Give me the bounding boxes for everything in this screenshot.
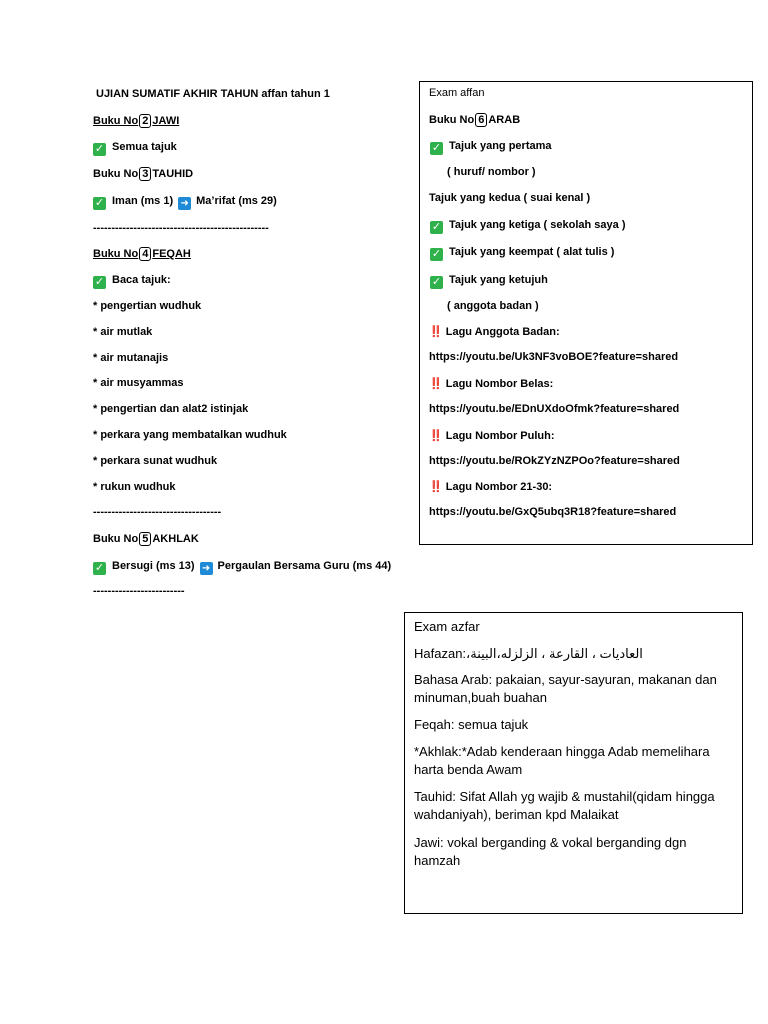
topic-4: ✓ Tajuk yang keempat ( alat tulis )	[431, 246, 615, 260]
book-arab-heading: Buku No 6 ARAB	[429, 114, 521, 126]
check-icon: ✓	[94, 143, 105, 155]
topic-3: ✓ Tajuk yang ketiga ( sekolah saya )	[431, 219, 626, 233]
arrow-right-icon: ➜	[200, 562, 213, 575]
list-item: * air mutanajis	[93, 352, 169, 364]
topic-1: ✓ Tajuk yang pertama	[431, 140, 552, 154]
song-link[interactable]: https://youtu.be/EDnUXdoOfmk?feature=shared	[429, 403, 680, 415]
exam-azfar-header: Exam azfar	[414, 619, 480, 634]
book-number-badge: 5	[139, 532, 151, 546]
book-number-badge: 3	[139, 167, 151, 181]
song-link[interactable]: https://youtu.be/Uk3NF3voBOE?feature=shared	[429, 351, 679, 363]
check-icon: ✓	[431, 221, 442, 233]
hafazan-line: Hafazan:،العاديات ، القارعة ، الزلزله،البينة	[414, 646, 643, 661]
book-tauhid-heading: Buku No 3 TAUHID	[93, 168, 194, 180]
topic-7-note: ( anggota badan )	[447, 300, 539, 312]
jawi-line: Jawi: vokal berganding & vokal berganding dgn hamzah	[414, 835, 687, 868]
akhlak-line: *Akhlak:*Adab kenderaan hingga Adab memelihara harta benda Awam	[414, 744, 710, 777]
list-item: * pengertian dan alat2 istinjak	[93, 403, 249, 415]
exam-azfar-box	[404, 612, 743, 914]
check-icon: ✓	[94, 276, 105, 288]
song-label: ‼️ Lagu Nombor Belas:	[429, 378, 554, 390]
book-akhlak-heading: Buku No 5 AKHLAK	[93, 533, 199, 545]
check-icon: ✓	[94, 562, 105, 574]
list-item: * rukun wudhuk	[93, 481, 176, 493]
exam-affan-box	[419, 81, 753, 545]
list-item: * perkara sunat wudhuk	[93, 455, 218, 467]
bahasa-arab-line: Bahasa Arab: pakaian, sayur-sayuran, makanan dan minuman,buah buahan	[414, 672, 717, 705]
song-link[interactable]: https://youtu.be/ROkZYzNZPOo?feature=shared	[429, 455, 680, 467]
akhlak-range: ✓ Bersugi (ms 13) ➜ Pergaulan Bersama Guru (ms 44)	[94, 560, 392, 574]
feqah-intro: ✓ Baca tajuk:	[94, 274, 171, 288]
song-link[interactable]: https://youtu.be/GxQ5ubq3R18?feature=shared	[429, 506, 677, 518]
divider: -------------------------	[93, 585, 185, 597]
song-label: ‼️ Lagu Nombor 21-30:	[429, 481, 553, 493]
list-item: * air musyammas	[93, 377, 184, 389]
check-icon: ✓	[431, 248, 442, 260]
book-jawi-heading: Buku No 2 JAWI	[93, 115, 180, 127]
list-item: * perkara yang membatalkan wudhuk	[93, 429, 287, 441]
book-number-badge: 4	[139, 247, 151, 261]
list-item: * pengertian wudhuk	[93, 300, 202, 312]
topic-7: ✓ Tajuk yang ketujuh	[431, 274, 548, 288]
exam-affan-header: Exam affan	[429, 87, 485, 99]
check-icon: ✓	[431, 142, 442, 154]
jawi-item: ✓ Semua tajuk	[94, 141, 177, 155]
feqah-line: Feqah: semua tajuk	[414, 717, 529, 732]
topic-2: Tajuk yang kedua ( suai kenal )	[429, 192, 591, 204]
topic-1-note: ( huruf/ nombor )	[447, 166, 536, 178]
book-feqah-heading: Buku No 4 FEQAH	[93, 248, 191, 260]
book-number-badge: 6	[475, 113, 487, 127]
book-number-badge: 2	[139, 114, 151, 128]
song-label: ‼️ Lagu Anggota Badan:	[429, 326, 560, 338]
check-icon: ✓	[94, 197, 105, 209]
page-title: UJIAN SUMATIF AKHIR TAHUN affan tahun 1	[96, 88, 330, 100]
divider: ------------------------------------------------	[93, 222, 269, 234]
tauhid-line: Tauhid: Sifat Allah yg wajib & mustahil(qidam hingga wahdaniyah), beriman kpd Malaikat	[414, 789, 715, 822]
tauhid-range: ✓ Iman (ms 1) ➜ Ma’rifat (ms 29)	[94, 195, 277, 209]
list-item: * air mutlak	[93, 326, 153, 338]
divider: -----------------------------------	[93, 506, 222, 518]
song-label: ‼️ Lagu Nombor Puluh:	[429, 430, 555, 442]
check-icon: ✓	[431, 276, 442, 288]
arrow-right-icon: ➜	[178, 197, 191, 210]
